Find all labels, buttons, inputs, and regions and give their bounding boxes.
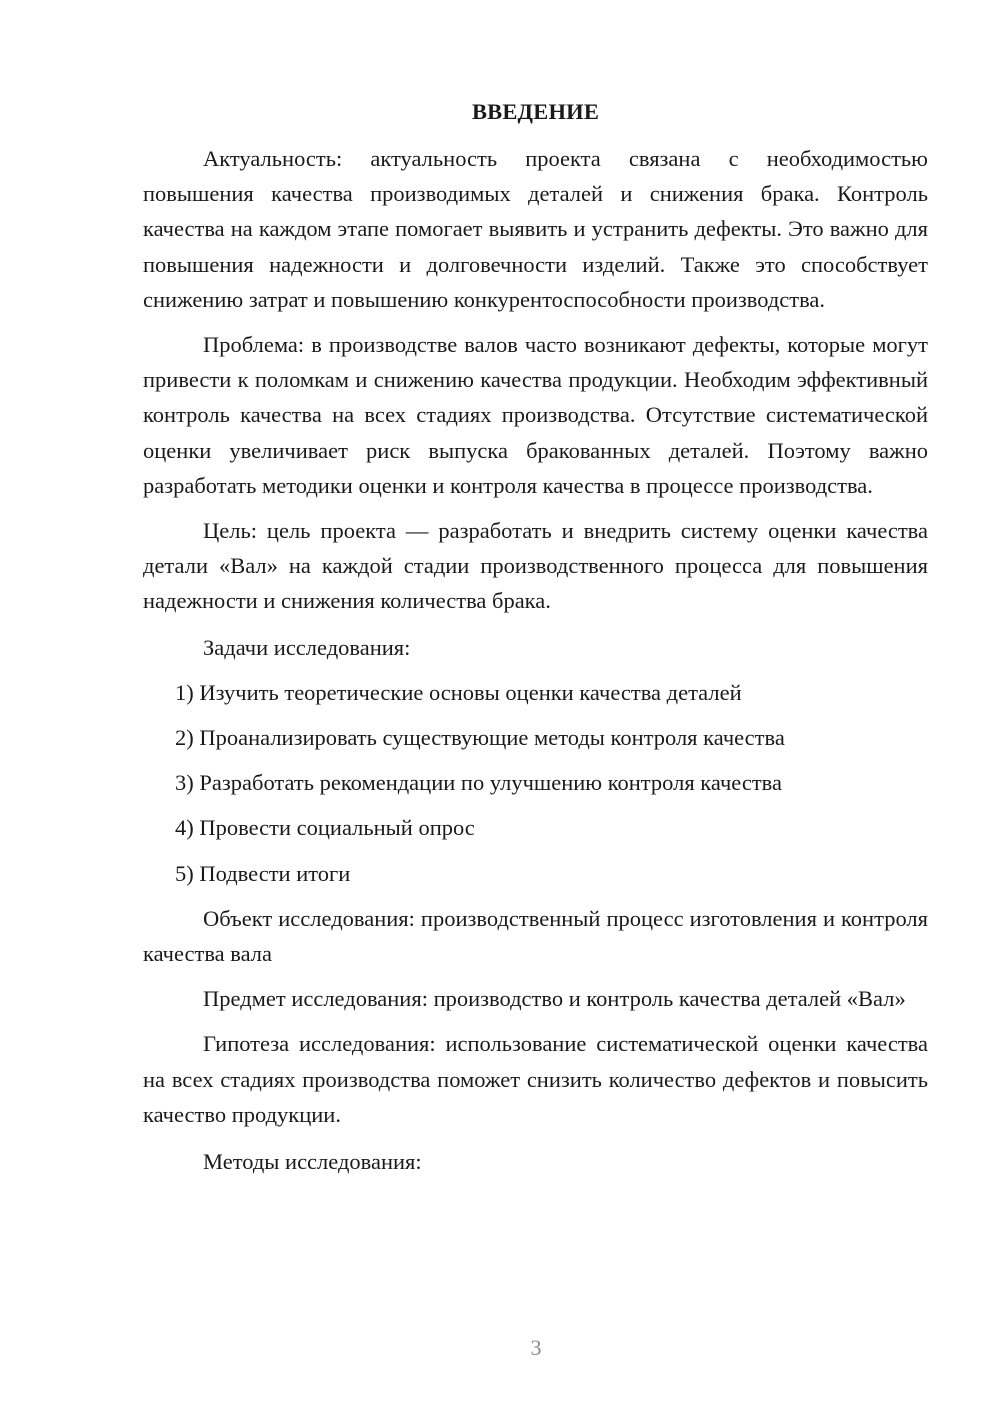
page-number: 3 [530,1335,542,1360]
paragraph-goal: Цель: цель проекта — разработать и внедрить систему оценки качества детали «Вал» на каждой стадии производственного процесса для повышения надежности и снижения количества брака. [143,518,928,614]
paragraph-methods: Методы исследования: [203,1148,422,1174]
paragraph-relevance: Актуальность: актуальность проекта связана с необходимостью повышения качества производимых деталей и снижения брака. Контроль качества на каждом этапе помогает выявить и устранить дефекты. Это важно для повышения надежности и долговечности изделий. Также это способствует снижению затрат и повышению конкурентоспособности производства. [143,146,928,312]
page-title: ВВЕДЕНИЕ [471,99,600,124]
task-item-3: 3) Разработать рекомендации по улучшению контроля качества [175,770,782,796]
paragraph-problem: Проблема: в производстве валов часто возникают дефекты, которые могут привести к поломкам и снижению качества продукции. Необходим эффективный контроль качества на всех стадиях производства. Отсутствие систематической оценки увеличивает риск выпуска бракованных деталей. Поэтому важно разработать методики оценки и контроля качества в процессе производства. [143,332,928,498]
task-item-5: 5) Подвести итоги [175,860,351,886]
task-item-2: 2) Проанализировать существующие методы контроля качества [175,725,785,751]
task-list [143,675,928,891]
task-item-1: 1) Изучить теоретические основы оценки качества деталей [175,679,742,705]
tasks-label: Задачи исследования: [203,634,411,660]
paragraph-hypothesis: Гипотеза исследования: использование систематической оценки качества на всех стадиях производства поможет снизить количество дефектов и повысить качество продукции. [143,1031,928,1127]
paragraph-subject: Предмет исследования: производство и контроль качества деталей «Вал» [203,986,906,1012]
task-item-4: 4) Провести социальный опрос [175,815,475,841]
paragraph-object: Объект исследования: производственный процесс изготовления и контроля качества вала [143,905,928,966]
page-content [143,94,928,1179]
